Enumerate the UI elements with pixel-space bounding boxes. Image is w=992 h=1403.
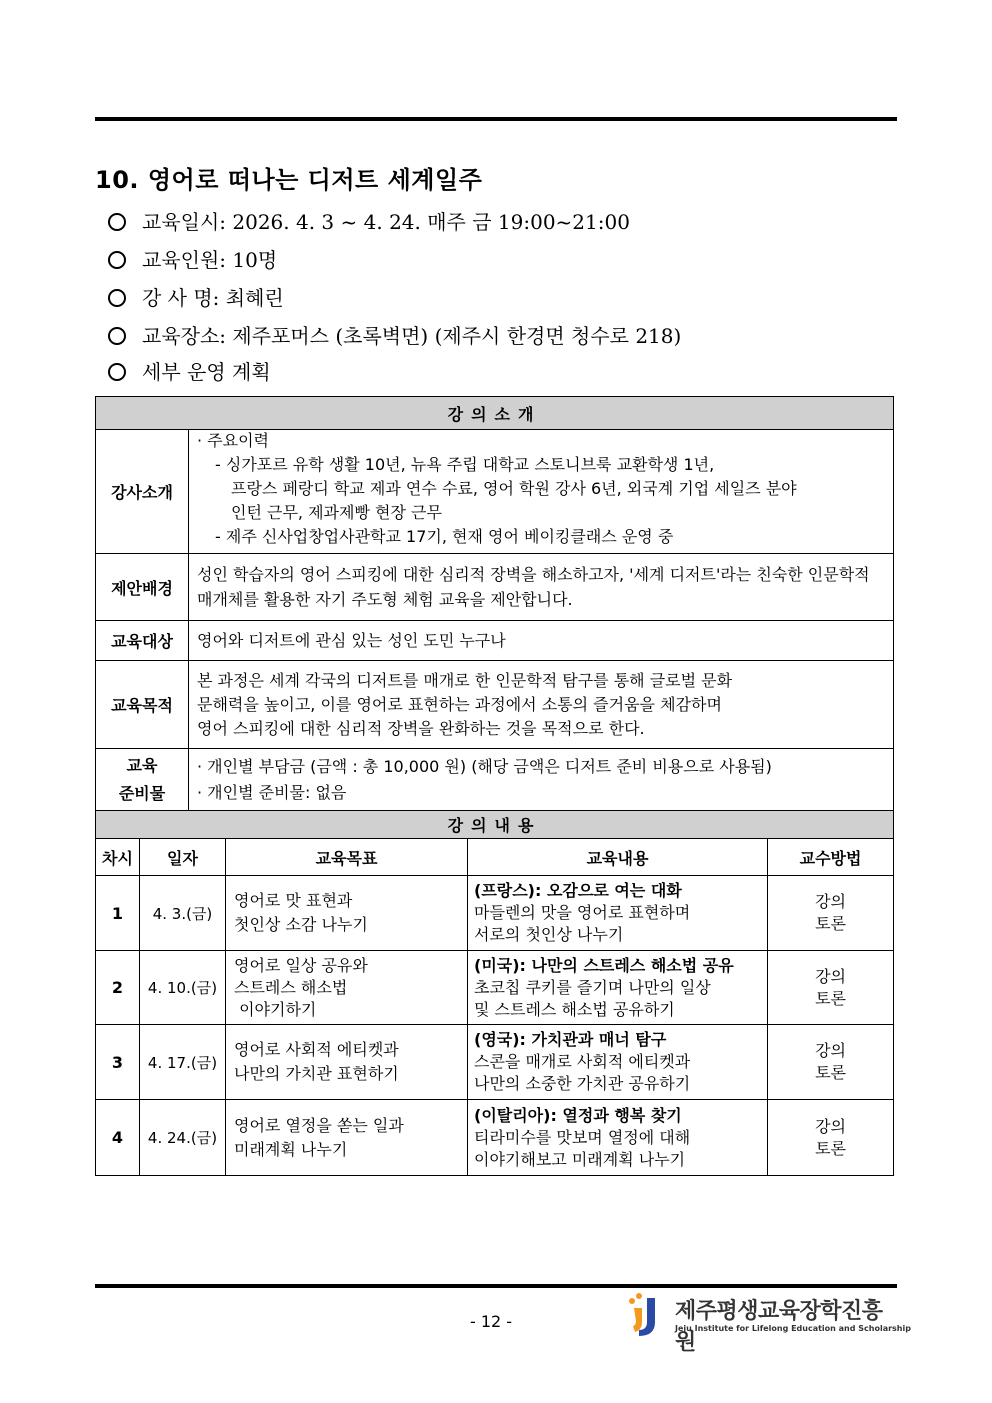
section-title: 10. 영어로 떠나는 디저트 세계일주 (95, 166, 483, 194)
circle-bullet-icon (108, 289, 126, 307)
org-name-en: Jeju Institute for Lifelong Education and Scholarship (675, 1324, 911, 1333)
materials-text: · 개인별 부담금 (금액 : 총 10,000 원) (해당 금액은 디저트 준비 비용으로 사용됨) · 개인별 준비물: 없음 (189, 749, 894, 811)
col-content: 교육내용 (468, 839, 768, 876)
org-logo-icon (625, 1292, 669, 1338)
table-row: 2 4. 10.(금) 영어로 일상 공유와 스트레스 해소법 이야기하기 (미국): 나만의 스트레스 해소법 공유 초코칩 쿠키를 즐기며 나만의 일상 및 스트레스 해소법 공유하기 강의 토론 (96, 951, 894, 1025)
circle-bullet-icon (108, 251, 126, 269)
col-goal: 교육목표 (226, 839, 468, 876)
col-method: 교수방법 (768, 839, 894, 876)
col-session: 차시 (96, 839, 140, 876)
plan-table (95, 396, 894, 1176)
background-text: 성인 학습자의 영어 스피킹에 대한 심리적 장벽을 해소하고자, '세계 디저트'라는 친숙한 인문학적 매개체를 활용한 자기 주도형 체험 교육을 제안합니다. (189, 554, 894, 621)
col-date: 일자 (140, 839, 226, 876)
circle-bullet-icon (108, 327, 126, 345)
materials-label: 교육 준비물 (96, 749, 189, 811)
page-number: - 12 - (470, 1312, 513, 1331)
top-rule (95, 117, 897, 121)
instructor-career: · 주요이력 - 싱가포르 유학 생활 10년, 뉴욕 주립 대학교 스토니브룩 교환학생 1년, 프랑스 페랑디 학교 제과 연수 수료, 영어 학원 강사 6년, 외국계 기업 세일즈 분야 인턴 근무, 제과제빵 현장 근무 - 제주 신사업창업사관학교 17기, 현재 영어 베이킹클래스 운영 중 (189, 430, 894, 554)
content-header: 강의내용 (96, 811, 894, 839)
info-headcount: 교육인원: 10명 (108, 244, 277, 273)
goal-label: 교육목적 (96, 661, 189, 749)
org-logo (625, 1292, 911, 1355)
info-location: 교육장소: 제주포머스 (초록벽면) (제주시 한경면 청수로 218) (108, 320, 681, 349)
info-plan: 세부 운영 계획 (108, 356, 271, 385)
info-instructor: 강 사 명: 최혜린 (108, 282, 284, 311)
intro-header: 강의소개 (96, 397, 894, 430)
table-row: 3 4. 17.(금) 영어로 사회적 에티켓과 나만의 가치관 표현하기 (영국): 가치관과 매너 탐구 스콘을 매개로 사회적 에티켓과 나만의 소중한 가치관 공유하기 강의 토론 (96, 1025, 894, 1100)
org-name: 제주평생교육장학진흥원 (675, 1299, 883, 1355)
background-label: 제안배경 (96, 554, 189, 621)
target-label: 교육대상 (96, 621, 189, 661)
bottom-rule (95, 1284, 897, 1288)
table-row: 1 4. 3.(금) 영어로 맛 표현과 첫인상 소감 나누기 (프랑스): 오감으로 여는 대화 마들렌의 맛을 영어로 표현하며 서로의 첫인상 나누기 강의 토론 (96, 876, 894, 951)
goal-text: 본 과정은 세계 각국의 디저트를 매개로 한 인문학적 탐구를 통해 글로벌 문화 문해력을 높이고, 이를 영어로 표현하는 과정에서 소통의 즐거움을 체감하며 영어 스피킹에 대한 심리적 장벽을 완화하는 것을 목적으로 한다. (189, 661, 894, 749)
circle-bullet-icon (108, 213, 126, 231)
circle-bullet-icon (108, 363, 126, 381)
table-row: 4 4. 24.(금) 영어로 열정을 쏟는 일과 미래계획 나누기 (이탈리아): 열정과 행복 찾기 티라미수를 맛보며 열정에 대해 이야기해보고 미래계획 나누기 강의 토론 (96, 1100, 894, 1176)
target-text: 영어와 디저트에 관심 있는 성인 도민 누구나 (189, 621, 894, 661)
info-schedule: 교육일시: 2026. 4. 3 ~ 4. 24. 매주 금 19:00~21:00 (108, 206, 630, 235)
instructor-label: 강사소개 (96, 430, 189, 554)
